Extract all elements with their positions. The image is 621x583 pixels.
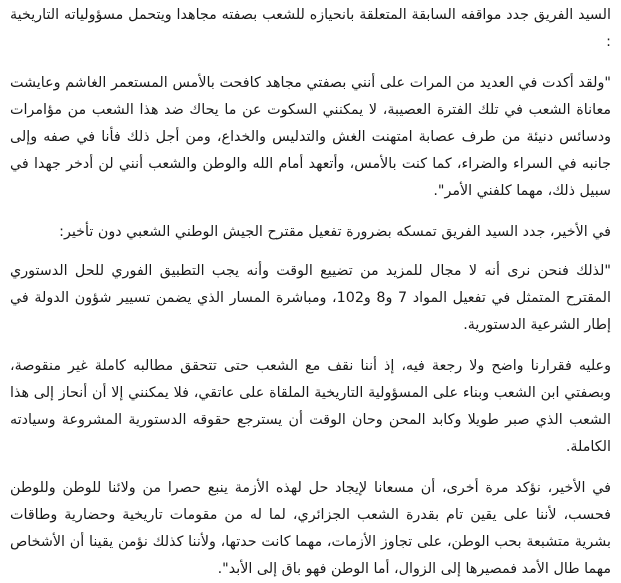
article-paragraph-2-quote: "ولقد أكدت في العديد من المرات على أنني بصفتي مجاهد كافحت بالأمس المستعمر الغاشم وعايشت معاناة الشعب في تلك الفترة العصيبة، لا يمكنني السكوت عن ما يحاك ضد هذا الشعب من مؤامرات ودسائس دنيئة من طرف عصابة امتهنت الغش والتدليس والخداع، ومن أجل ذلك فأنا في صفه وإلى جانبه في السراء والضراء، كما كنت بالأمس، وأتعهد أمام الله والوطن والشعب أنني لن أدخر جهدا في سبيل ذلك، مهما كلفني الأمر".	[10, 75, 611, 199]
article-paragraph-5: وعليه فقرارنا واضح ولا رجعة فيه، إذ أننا نقف مع الشعب حتى تتحقق مطالبه كاملة غير منقوصة، وبصفتي ابن الشعب وبناء على المسؤولية التاريخية الملقاة على عاتقي، فلا يمكنني إلا أن أنحاز إلى هذا الشعب الذي صبر طويلا وكابد المحن وحان الوقت أن يسترجع حقوقه الدستورية المشروعة وسيادته الكاملة.	[10, 358, 611, 455]
article-paragraph-4-quote: "لذلك فنحن نرى أنه لا مجال للمزيد من تضييع الوقت وأنه يجب التطبيق الفوري للحل الدستوري المقترح المتمثل في تفعيل المواد 7 و8 و102، ومباشرة المسار الذي يضمن تسيير شؤون الدولة في إطار الشرعية الدستورية.	[10, 263, 611, 333]
article-paragraph-6: في الأخير، نؤكد مرة أخرى، أن مسعانا لإيجاد حل لهذه الأزمة ينبع حصرا من ولائنا للوطن وللوطن فحسب، لأننا على يقين تام بقدرة الشعب الجزائري، لما له من مقومات تاريخية وحضارية وطاقات بشرية متشبعة بحب الوطن، على تجاوز الأزمات، مهما كانت حدتها، ولأننا كذلك نؤمن يقينا أن الأشخاص مهما طال الأمد فمصيرها إلى الزوال، أما الوطن فهو باق إلى الأبد".	[10, 480, 611, 577]
article-paragraph-3: في الأخير، جدد السيد الفريق تمسكه بضرورة تفعيل مقترح الجيش الوطني الشعبي دون تأخير:	[59, 224, 611, 240]
article-paragraph-1: السيد الفريق جدد مواقفه السابقة المتعلقة بانحيازه للشعب بصفته مجاهدا ويتحمل مسؤولياته التاريخية :	[10, 7, 611, 50]
